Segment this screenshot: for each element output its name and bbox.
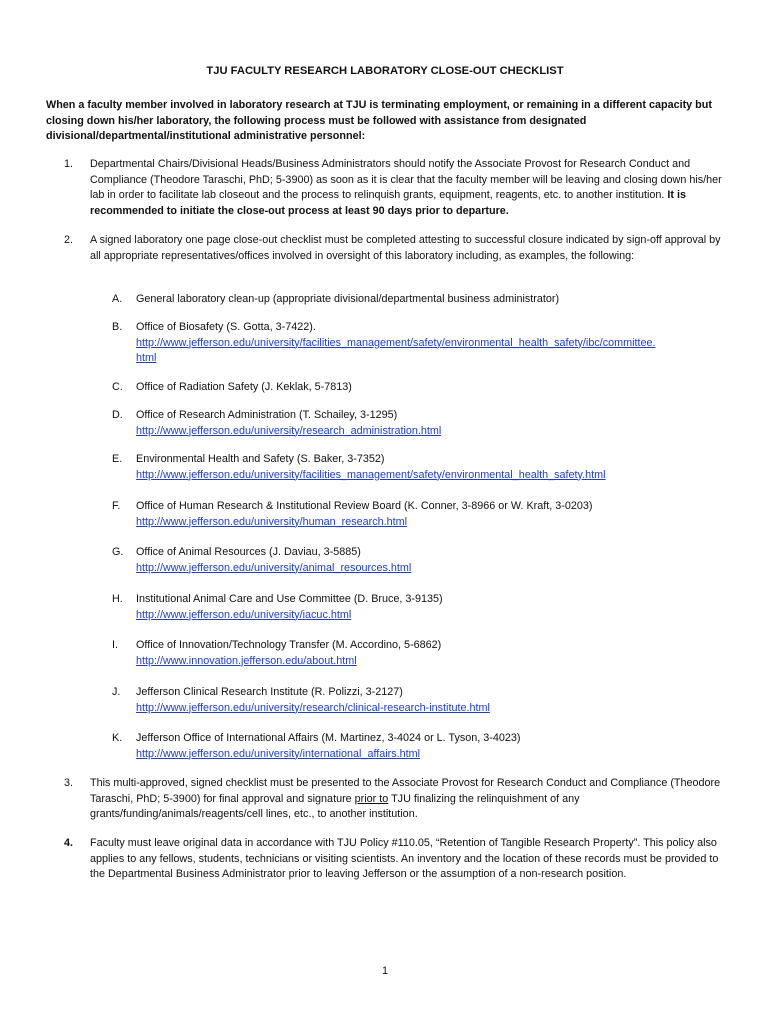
list-item-2 — [64, 233, 728, 264]
office-link[interactable]: http://www.jefferson.edu/university/animal_resources.html — [136, 561, 412, 574]
office-link[interactable]: http://www.jefferson.edu/university/international_affairs.html — [136, 747, 421, 760]
list-item-4 — [64, 836, 728, 883]
office-item-f — [112, 499, 728, 530]
office-name: Office of Radiation Safety (J. Keklak, 5-7813) — [136, 381, 352, 393]
office-item-b — [112, 320, 728, 367]
office-name: Jefferson Office of International Affairs (M. Martinez, 3-4024 or L. Tyson, 3-4023) — [136, 732, 521, 744]
intro-paragraph: When a faculty member involved in laboratory research at TJU is terminating employment, or remaining in a different capacity but closing down his/her laboratory, the following process must be followed with assistance from designated divisional/departmental/institutional administrative personnel: — [46, 99, 712, 143]
list-item-text: This multi-approved, signed checklist must be presented to the Associate Provost for Research Conduct and Compliance (Theodore Taraschi, PhD; 5-3900) for final approval and signature — [90, 777, 721, 805]
office-name: General laboratory clean-up (appropriate divisional/departmental business administrator) — [136, 293, 560, 305]
office-letter: C. — [112, 381, 123, 393]
office-letter: B. — [112, 321, 123, 333]
office-letter: F. — [112, 500, 121, 512]
office-item-i — [112, 638, 728, 669]
list-item-underlined: prior to — [354, 792, 389, 805]
list-item-text: Faculty must leave original data in accordance with TJU Policy #110.05, “Retention of Tangible Research Property”. This policy also applies to any fellows, students, technicians or visiting scientists. An inventory and the location of these records must be provided to the Departmental Business Administrator prior to leaving Jefferson or the assumption of a non-research position. — [90, 837, 719, 881]
list-item-3 — [64, 776, 728, 823]
office-letter: E. — [112, 453, 123, 465]
list-item-1 — [64, 157, 728, 219]
page-number: 1 — [381, 965, 388, 977]
office-item-a — [112, 292, 728, 308]
office-link[interactable]: http://www.jefferson.edu/university/iacuc.html — [136, 608, 352, 621]
office-item-d — [112, 408, 728, 439]
list-item-number: 4. — [64, 837, 74, 849]
office-item-k — [112, 731, 728, 762]
office-item-h — [112, 592, 728, 623]
document-title: TJU FACULTY RESEARCH LABORATORY CLOSE-OUT CHECKLIST — [206, 65, 564, 77]
office-name: Office of Human Research & Institutional Review Board (K. Conner, 3-8966 or W. Kraft, 3-0203) — [136, 500, 593, 512]
office-letter: J. — [112, 686, 121, 698]
office-item-c — [112, 380, 728, 396]
office-name: Office of Animal Resources (J. Daviau, 3-5885) — [136, 546, 361, 558]
office-letter: K. — [112, 732, 123, 744]
office-link[interactable]: http://www.jefferson.edu/university/research_administration.html — [136, 424, 442, 437]
office-item-e — [112, 452, 728, 483]
office-letter: A. — [112, 293, 123, 305]
list-item-text: A signed laboratory one page close-out checklist must be completed attesting to successful closure indicated by sign-off approval by all appropriate representatives/offices involved in oversight of this laboratory including, as examples, the following: — [90, 234, 721, 262]
office-link[interactable]: http://www.jefferson.edu/university/facilities_management/safety/environmental_health_safety/ibc/committee. — [136, 336, 656, 349]
office-item-g — [112, 545, 728, 576]
list-item-number: 3. — [64, 777, 74, 789]
list-item-number: 2. — [64, 234, 74, 246]
office-name: Office of Biosafety (S. Gotta, 3-7422). — [136, 321, 316, 333]
office-item-j — [112, 685, 728, 716]
office-name: Institutional Animal Care and Use Committee (D. Bruce, 3-9135) — [136, 593, 443, 605]
list-item-text: Departmental Chairs/Divisional Heads/Business Administrators should notify the Associate Provost for Research Conduct and Compliance (Theodore Taraschi, PhD; 5-3900) as soon as it is clear that the faculty member will be leaving and closing down his/her lab in order to facilitate lab closeout and the process to relinquish grants, equipment, reagents, etc. to another institution. — [90, 158, 722, 202]
office-link[interactable]: http://www.innovation.jefferson.edu/about.html — [136, 654, 357, 667]
office-name: Environmental Health and Safety (S. Baker, 3-7352) — [136, 453, 385, 465]
list-item-number: 1. — [64, 158, 74, 170]
office-letter: H. — [112, 593, 123, 605]
office-link-continued[interactable]: html — [136, 352, 157, 365]
office-letter: D. — [112, 409, 123, 421]
office-letter: G. — [112, 546, 124, 558]
list-item-emphasis: It is recommended to initiate the close-out process at least 90 days prior to departure. — [90, 189, 686, 217]
office-letter: I. — [112, 639, 118, 651]
list-item-text-end: TJU finalizing the relinquishment of any grants/funding/animals/reagents/cell lines, etc., to another institution. — [90, 792, 580, 821]
office-name: Jefferson Clinical Research Institute (R. Polizzi, 3-2127) — [136, 686, 403, 698]
office-link[interactable]: http://www.jefferson.edu/university/human_research.html — [136, 515, 408, 528]
office-link[interactable]: http://www.jefferson.edu/university/research/clinical-research-institute.html — [136, 701, 490, 714]
office-name: Office of Research Administration (T. Schailey, 3-1295) — [136, 409, 398, 421]
office-name: Office of Innovation/Technology Transfer (M. Accordino, 5-6862) — [136, 639, 442, 651]
office-link[interactable]: http://www.jefferson.edu/university/facilities_management/safety/environmental_health_safety.html — [136, 468, 606, 481]
